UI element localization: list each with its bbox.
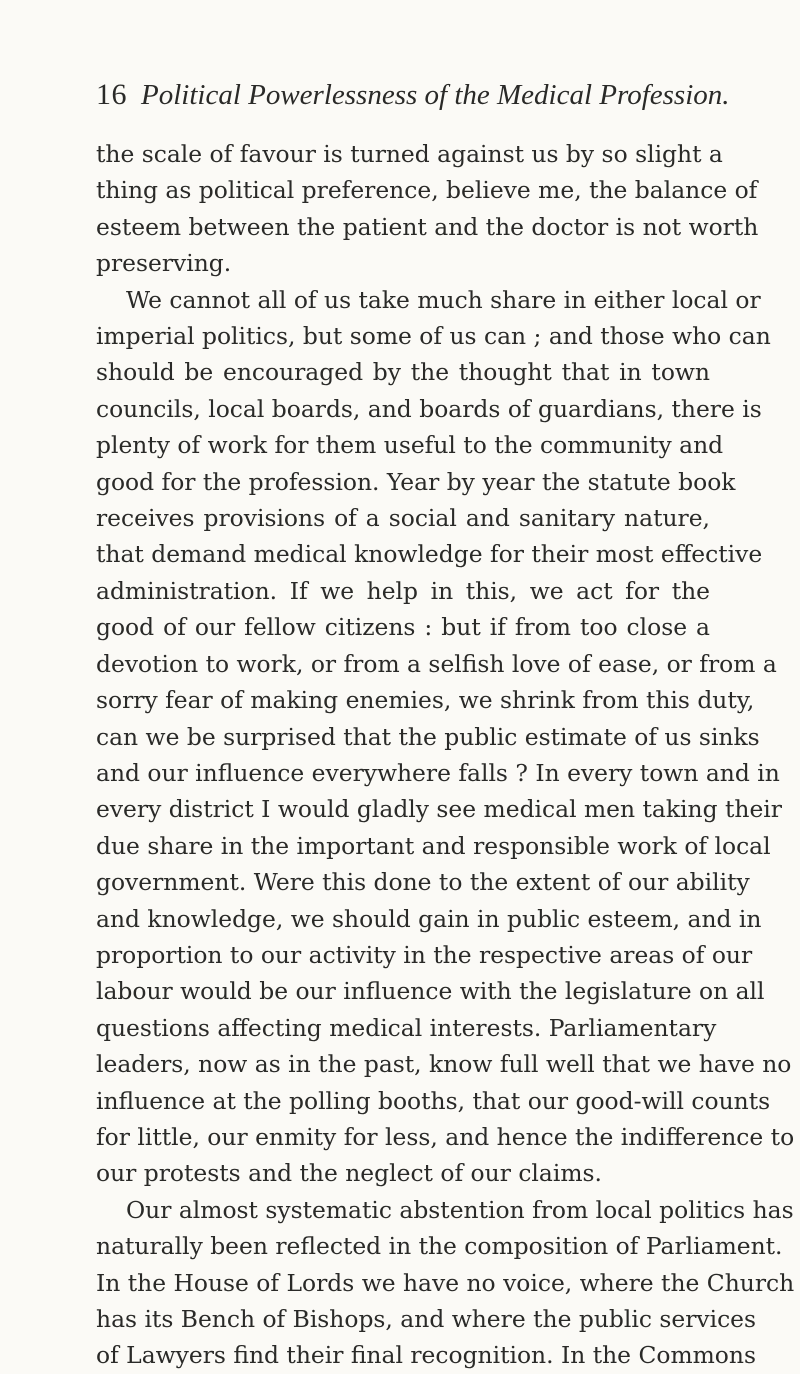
text-line: can we be surprised that the public estimate of us sinks [96,722,760,751]
text-line: due share in the important and responsible work of local [96,831,771,860]
text-line: has its Bench of Bishops, and where the public services [96,1305,757,1333]
text-line: proportion to our activity in the respective areas of our [96,940,753,969]
text-line: esteem between the patient and the doctor is not worth [96,212,759,241]
text-line: preserving. [96,249,232,278]
text-line: every district I would gladly see medical men taking their [96,795,782,824]
text-line: our protests and the neglect of our claims. [96,1159,602,1188]
running-head [96,78,730,118]
text-line: the scale of favour is turned against us by so slight a [96,140,723,168]
page-number: 16 [96,78,127,111]
text-line: and our influence everywhere falls ? In every town and in [96,758,780,787]
body-text [96,136,795,1374]
text-line: good of our fellow citizens : but if from too close a [96,613,710,642]
text-line: We cannot all of us take much share in either local or [126,285,761,314]
text-line: administration. If we help in this, we act for the [96,576,710,605]
running-title: Political Powerlessness of the Medical Profession. [141,79,730,111]
text-line: government. Were this done to the extent of our ability [96,868,750,897]
text-line: naturally been reflected in the composition of Parliament. [96,1232,783,1261]
text-line: sorry fear of making enemies, we shrink from this duty, [96,686,755,715]
text-line: for little, our enmity for less, and hence the indifference to [96,1122,795,1151]
text-line: of Lawyers find their final recognition. In the Commons [96,1341,756,1370]
text-line: and knowledge, we should gain in public esteem, and in [96,904,762,933]
text-line: that demand medical knowledge for their most effective [96,540,763,569]
text-line: influence at the polling booths, that our good-will counts [96,1086,771,1115]
text-line: leaders, now as in the past, know full well that we have no [96,1050,792,1079]
text-line: good for the profession. Year by year the statute book [96,467,736,496]
text-line: should be encouraged by the thought that in town [96,358,710,387]
text-line: In the House of Lords we have no voice, where the Church [96,1268,795,1297]
text-line: questions affecting medical interests. Parliamentary [96,1013,717,1042]
text-line: imperial politics, but some of us can ; and those who can [96,322,771,351]
text-line: plenty of work for them useful to the community and [96,431,724,460]
text-line: Our almost systematic abstention from local politics has [126,1195,794,1224]
text-line: councils, local boards, and boards of guardians, there is [96,394,762,423]
text-line: devotion to work, or from a selfish love of ease, or from a [96,649,777,678]
text-line: thing as political preference, believe me, the balance of [96,176,758,205]
text-line: receives provisions of a social and sanitary nature, [96,504,710,533]
text-line: labour would be our influence with the legislature on all [96,977,765,1006]
